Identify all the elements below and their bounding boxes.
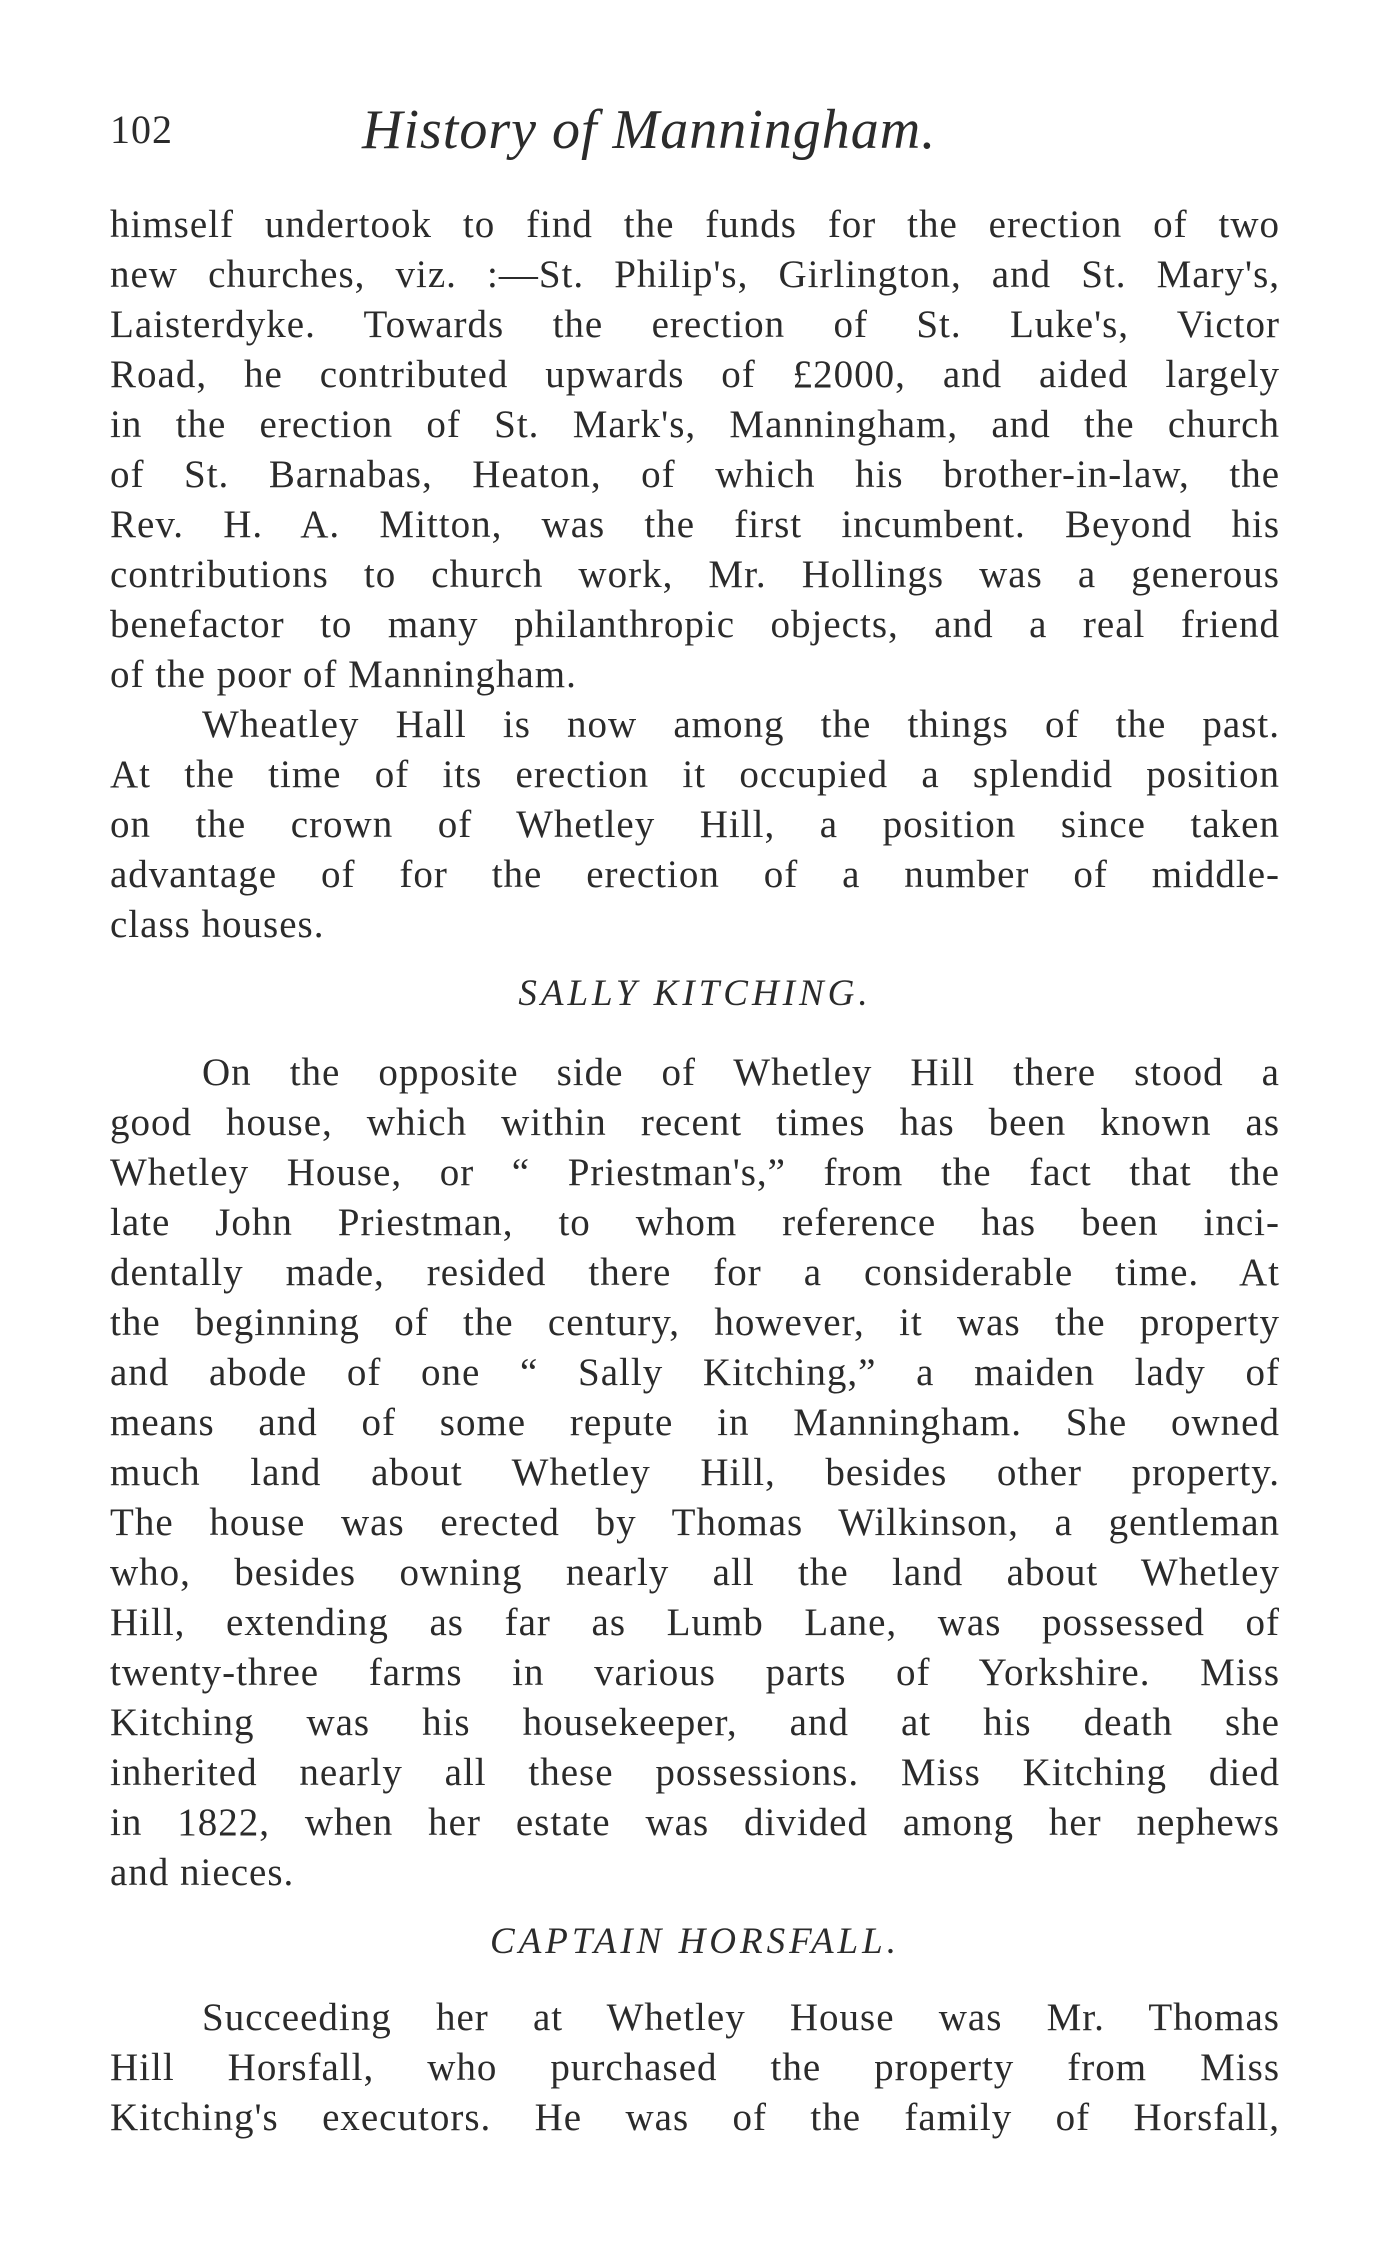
text-line: On the opposite side of Whetley Hill there stood a bbox=[202, 1051, 1280, 1094]
text-line: in 1822, when her estate was divided among her nephews bbox=[110, 1801, 1280, 1844]
text-line: Road, he contributed upwards of £2000, and aided largely bbox=[110, 353, 1280, 396]
text-line: the beginning of the century, however, it was the property bbox=[110, 1301, 1280, 1344]
text-line: contributions to church work, Mr. Hollings was a generous bbox=[110, 553, 1280, 596]
paragraph-wheatley-hall bbox=[110, 700, 1280, 950]
text-line: Hill Horsfall, who purchased the property from Miss bbox=[110, 2046, 1280, 2089]
section-heading-sally-kitching: SALLY KITCHING. bbox=[518, 973, 872, 1014]
text-line: Succeeding her at Whetley House was Mr. Thomas bbox=[202, 1996, 1280, 2039]
text-line: of St. Barnabas, Heaton, of which his brother-in-law, the bbox=[110, 453, 1280, 496]
text-line: advantage of for the erection of a number of middle- bbox=[110, 853, 1280, 896]
text-line: new churches, viz. :—St. Philip's, Girlington, and St. Mary's, bbox=[110, 253, 1280, 296]
text-line: and nieces. bbox=[110, 1851, 295, 1894]
paragraph-continuation bbox=[110, 200, 1280, 700]
text-line: Wheatley Hall is now among the things of the past. bbox=[202, 703, 1280, 746]
text-line: much land about Whetley Hill, besides other property. bbox=[110, 1451, 1280, 1494]
text-line: dentally made, resided there for a considerable time. At bbox=[110, 1251, 1280, 1294]
text-line: Kitching's executors. He was of the family of Horsfall, bbox=[110, 2096, 1280, 2139]
text-line: Whetley House, or “ Priestman's,” from the fact that the bbox=[110, 1151, 1280, 1194]
text-line: benefactor to many philanthropic objects, and a real friend bbox=[110, 603, 1280, 646]
text-line: Rev. H. A. Mitton, was the first incumbent. Beyond his bbox=[110, 503, 1280, 546]
text-line: good house, which within recent times has been known as bbox=[110, 1101, 1280, 1144]
running-title: History of Manningham. bbox=[362, 99, 937, 161]
section-heading-captain-horsfall: CAPTAIN HORSFALL. bbox=[490, 1921, 900, 1962]
text-line: twenty-three farms in various parts of Yorkshire. Miss bbox=[110, 1651, 1280, 1694]
text-line: Kitching was his housekeeper, and at his death she bbox=[110, 1701, 1280, 1744]
text-line: At the time of its erection it occupied a splendid position bbox=[110, 753, 1280, 796]
text-line: who, besides owning nearly all the land about Whetley bbox=[110, 1551, 1280, 1594]
text-line: inherited nearly all these possessions. Miss Kitching died bbox=[110, 1751, 1280, 1794]
page-number: 102 bbox=[110, 107, 173, 152]
text-line: late John Priestman, to whom reference has been inci- bbox=[110, 1201, 1280, 1244]
text-line: himself undertook to find the funds for the erection of two bbox=[110, 203, 1280, 246]
text-line: on the crown of Whetley Hill, a position since taken bbox=[110, 803, 1280, 846]
text-line: of the poor of Manningham. bbox=[110, 653, 577, 696]
text-line: Laisterdyke. Towards the erection of St. Luke's, Victor bbox=[110, 303, 1280, 346]
text-line: means and of some repute in Manningham. She owned bbox=[110, 1401, 1280, 1444]
text-line: The house was erected by Thomas Wilkinson, a gentleman bbox=[110, 1501, 1280, 1544]
paragraph-sally-kitching bbox=[110, 1048, 1280, 1898]
text-line: Hill, extending as far as Lumb Lane, was possessed of bbox=[110, 1601, 1280, 1644]
text-line: class houses. bbox=[110, 903, 325, 946]
text-line: and abode of one “ Sally Kitching,” a maiden lady of bbox=[110, 1351, 1280, 1394]
page-header bbox=[110, 98, 1280, 168]
paragraph-captain-horsfall bbox=[110, 1993, 1280, 2143]
text-line: in the erection of St. Mark's, Manningham, and the church bbox=[110, 403, 1280, 446]
